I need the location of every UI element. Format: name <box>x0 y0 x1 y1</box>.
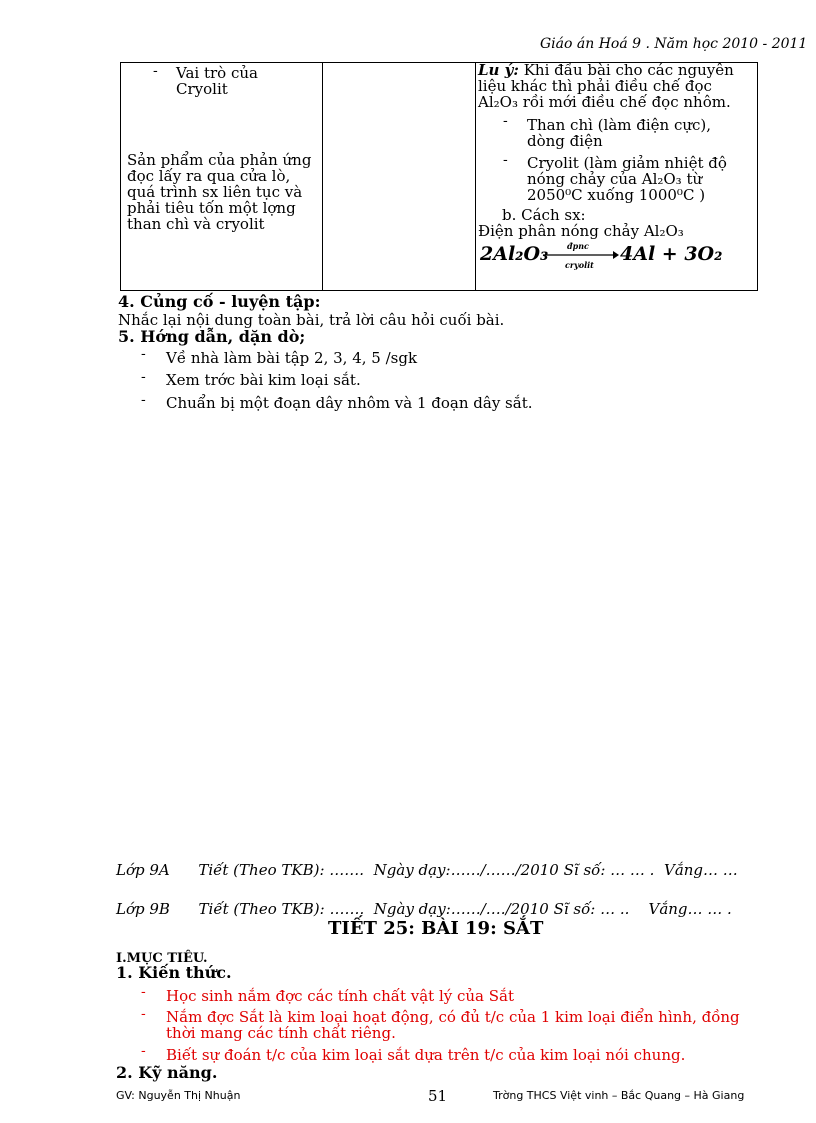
knowledge-line: Nắm đợc Sắt là kim loại hoạt động, có đủ t/c của 1 kim loại điển hình, đồng <box>166 1008 740 1026</box>
note-block <box>478 62 754 110</box>
page-number: 51 <box>428 1087 448 1105</box>
bullet-dash: - <box>503 113 508 129</box>
homework-item: Xem trớc bài kim loại sắt. <box>166 371 361 389</box>
bullet-dash: - <box>141 984 146 1000</box>
equation-condition-above: đpnc <box>567 241 589 251</box>
page-header: Giáo án Hoá 9 . Năm học 2010 - 2011 <box>540 36 808 52</box>
class-9b-line: Lớp 9B Tiết (Theo TKB): ……. Ngày dạy:……/…./2010 Sĩ số: … .. Vắng… … . <box>116 900 732 918</box>
section-4-heading: 4. Củng cố - luyện tập: <box>118 292 321 311</box>
bullet-line: Cryolit (làm giảm nhiệt độ <box>527 154 727 172</box>
product-line: đọc lấy ra qua cửa lò, <box>127 167 291 185</box>
knowledge-item: Biết sự đoán t/c của kim loại sắt dựa trên t/c của kim loại nói chung. <box>166 1046 686 1064</box>
bullet-dash: - <box>153 63 158 79</box>
bullet-line: Than chì (làm điện cực), <box>527 116 712 134</box>
bullet-line: dòng điện <box>527 132 603 150</box>
knowledge-item: Học sinh nắm đợc các tính chất vật lý của Sắt <box>166 987 515 1005</box>
method-heading: b. Cách sx: <box>502 206 586 224</box>
bullet-line: nóng chảy của Al₂O₃ từ <box>527 170 703 188</box>
note-line: Al₂O₃ rồi mới điều chế đọc nhôm. <box>478 93 731 111</box>
product-line: quá trình sx liên tục và <box>127 183 303 201</box>
note-label: Lu ý: <box>478 61 519 79</box>
bullet-graphite <box>527 117 753 149</box>
footer-author: GV: Nguyễn Thị Nhuận <box>116 1089 241 1102</box>
method-text: Điện phân nóng chảy Al₂O₃ <box>478 222 684 240</box>
equation-right: 4Al + 3O₂ <box>620 243 723 265</box>
footer-school: Trờng THCS Việt vinh – Bắc Quang – Hà Giang <box>493 1089 745 1102</box>
cryolit-role-item: Vai trò của Cryolit <box>176 64 258 98</box>
table-col-empty <box>323 63 476 291</box>
product-line: Sản phẩm của phản ứng <box>127 151 312 169</box>
bullet-dash: - <box>141 392 146 408</box>
objectives-heading: I.MỤC TIÊU. <box>116 951 208 966</box>
bullet-dash: - <box>141 1043 146 1059</box>
homework-item: Về nhà làm bài tập 2, 3, 4, 5 /sgk <box>166 349 418 367</box>
bullet-cryolit <box>527 155 753 203</box>
homework-item: Chuẩn bị một đoạn dây nhôm và 1 đoạn dây sắt. <box>166 394 533 412</box>
bullet-dash: - <box>141 346 146 362</box>
note-line: liệu khác thì phải điều chế đọc <box>478 77 712 95</box>
equation-left: 2Al₂O₃ <box>480 243 549 265</box>
bullet-dash: - <box>141 369 146 385</box>
class-9a-line: Lớp 9A Tiết (Theo TKB): ……. Ngày dạy:……/……/2010 Sĩ số: … … . Vắng… … <box>116 861 738 879</box>
product-line: phải tiêu tốn một lợng <box>127 199 296 217</box>
section-4-text: Nhắc lại nội dung toàn bài, trả lời câu hỏi cuối bài. <box>118 311 505 329</box>
knowledge-heading: 1. Kiến thức. <box>116 963 232 982</box>
note-line: Khi đầu bài cho các nguyên <box>523 61 734 79</box>
product-note <box>127 152 319 232</box>
knowledge-line: thời mang các tính chất riêng. <box>166 1024 396 1042</box>
product-line: than chì và cryolit <box>127 215 265 233</box>
lesson-title: TIẾT 25: BÀI 19: SẮT <box>328 918 544 939</box>
bullet-dash: - <box>141 1006 146 1022</box>
section-5-heading: 5. Hớng dẫn, dặn dò; <box>118 327 306 346</box>
reaction-arrow <box>543 250 619 260</box>
bullet-dash: - <box>503 152 508 168</box>
equation-condition-below: cryolit <box>565 260 594 270</box>
bullet-line: 2050⁰C xuống 1000⁰C ) <box>527 186 706 204</box>
skills-heading: 2. Kỹ năng. <box>116 1063 218 1082</box>
knowledge-item <box>166 1009 756 1041</box>
